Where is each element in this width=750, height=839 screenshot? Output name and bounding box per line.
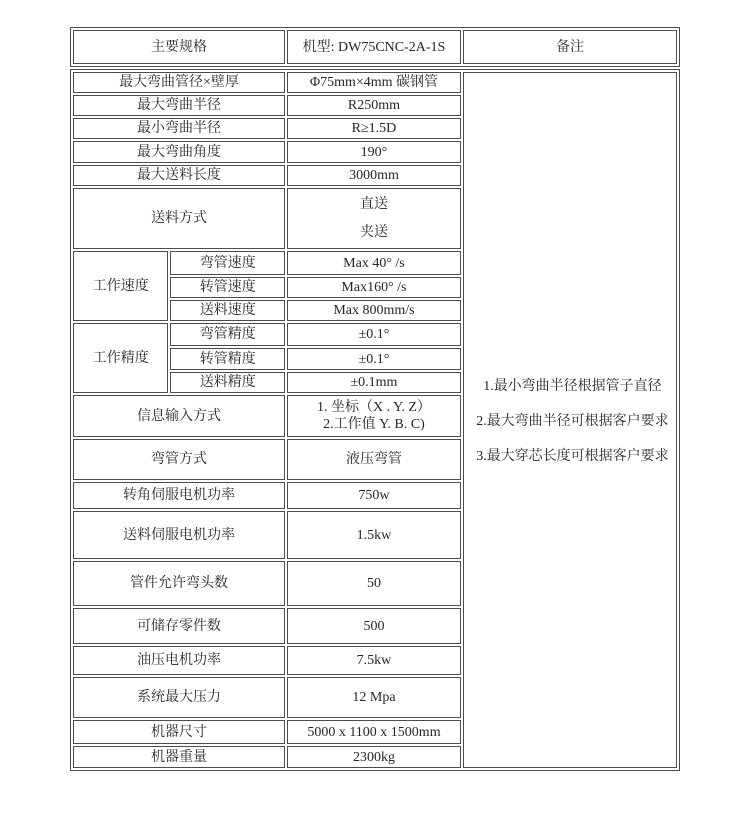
spec-label-feed-servo-power: 送料伺服电机功率: [73, 511, 285, 559]
spec-table-header: [70, 27, 680, 67]
spec-value-max-system-pressure: 12 Mpa: [287, 677, 461, 718]
header-remarks-title: 备注: [463, 30, 677, 64]
spec-label-feed-speed: 送料速度: [170, 300, 285, 321]
spec-value-feed-servo-power: 1.5kw: [287, 511, 461, 559]
spec-value-bend-precision: ±0.1°: [287, 323, 461, 346]
feed-mode-option-1: 直送: [359, 196, 388, 212]
feed-mode-option-2: 夹送: [359, 225, 388, 241]
spec-label-max-bend-radius: 最大弯曲半径: [73, 95, 285, 116]
remark-line-1: 1.最小弯曲半径根据管子直径: [483, 379, 662, 394]
spec-label-feed-mode: 送料方式: [73, 188, 285, 249]
spec-value-machine-weight: 2300kg: [287, 746, 461, 768]
spec-value-hydraulic-motor-power: 7.5kw: [287, 646, 461, 675]
spec-value-max-feed-length: 3000mm: [287, 165, 461, 186]
group-label-work-speed: 工作速度: [73, 251, 168, 321]
spec-value-pipe-diameter: Φ75mm×4mm 碳钢管: [287, 72, 461, 93]
spec-value-input-mode: [287, 395, 461, 437]
remarks-cell: [463, 72, 677, 768]
spec-label-min-bend-radius: 最小弯曲半径: [73, 118, 285, 139]
spec-label-max-bend-angle: 最大弯曲角度: [73, 141, 285, 163]
remark-line-3: 3.最大穿芯长度可根据客户要求: [476, 449, 669, 464]
spec-label-angle-servo-power: 转角伺服电机功率: [73, 482, 285, 509]
spec-value-feed-speed: Max 800mm/s: [287, 300, 461, 321]
spec-value-rotate-speed: Max160° /s: [287, 277, 461, 298]
spec-value-max-bend-radius: R250mm: [287, 95, 461, 116]
spec-value-feed-precision: ±0.1mm: [287, 372, 461, 393]
header-model: 机型: DW75CNC-2A-1S: [287, 30, 461, 64]
spec-value-angle-servo-power: 750w: [287, 482, 461, 509]
spec-label-feed-precision: 送料精度: [170, 372, 285, 393]
remark-line-2: 2.最大弯曲半径可根据客户要求: [476, 414, 669, 429]
spec-value-machine-size: 5000 x 1100 x 1500mm: [287, 720, 461, 744]
spec-label-storable-parts: 可储存零件数: [73, 608, 285, 644]
spec-label-bend-precision: 弯管精度: [170, 323, 285, 346]
spec-label-machine-weight: 机器重量: [73, 746, 285, 768]
spec-label-pipe-diameter: 最大弯曲管径×壁厚: [73, 72, 285, 93]
spec-label-max-feed-length: 最大送料长度: [73, 165, 285, 186]
input-mode-line-1: 1. 坐标（X . Y. Z）: [316, 400, 431, 415]
header-main-spec: 主要规格: [73, 30, 285, 64]
spec-label-hydraulic-motor-power: 油压电机功率: [73, 646, 285, 675]
spec-label-rotate-precision: 转管精度: [170, 348, 285, 370]
spec-table-body: [70, 69, 680, 771]
group-label-work-precision: 工作精度: [73, 323, 168, 393]
spec-value-min-bend-radius: R≥1.5D: [287, 118, 461, 139]
spec-label-max-bend-count: 管件允许弯头数: [73, 561, 285, 606]
row-pipe-diameter: [73, 72, 677, 93]
spec-value-bend-method: 液压弯管: [287, 439, 461, 480]
spec-value-feed-mode: [287, 188, 461, 249]
spec-value-max-bend-count: 50: [287, 561, 461, 606]
spec-label-max-system-pressure: 系统最大压力: [73, 677, 285, 718]
spec-value-max-bend-angle: 190°: [287, 141, 461, 163]
spec-label-bend-speed: 弯管速度: [170, 251, 285, 275]
spec-sheet: [70, 27, 680, 771]
spec-label-bend-method: 弯管方式: [73, 439, 285, 480]
input-mode-line-2: 2.工作值 Y. B. C): [323, 417, 425, 432]
spec-label-input-mode: 信息输入方式: [73, 395, 285, 437]
spec-label-machine-size: 机器尺寸: [73, 720, 285, 744]
spec-value-storable-parts: 500: [287, 608, 461, 644]
spec-value-bend-speed: Max 40° /s: [287, 251, 461, 275]
spec-label-rotate-speed: 转管速度: [170, 277, 285, 298]
spec-value-rotate-precision: ±0.1°: [287, 348, 461, 370]
header-row: [73, 30, 677, 64]
